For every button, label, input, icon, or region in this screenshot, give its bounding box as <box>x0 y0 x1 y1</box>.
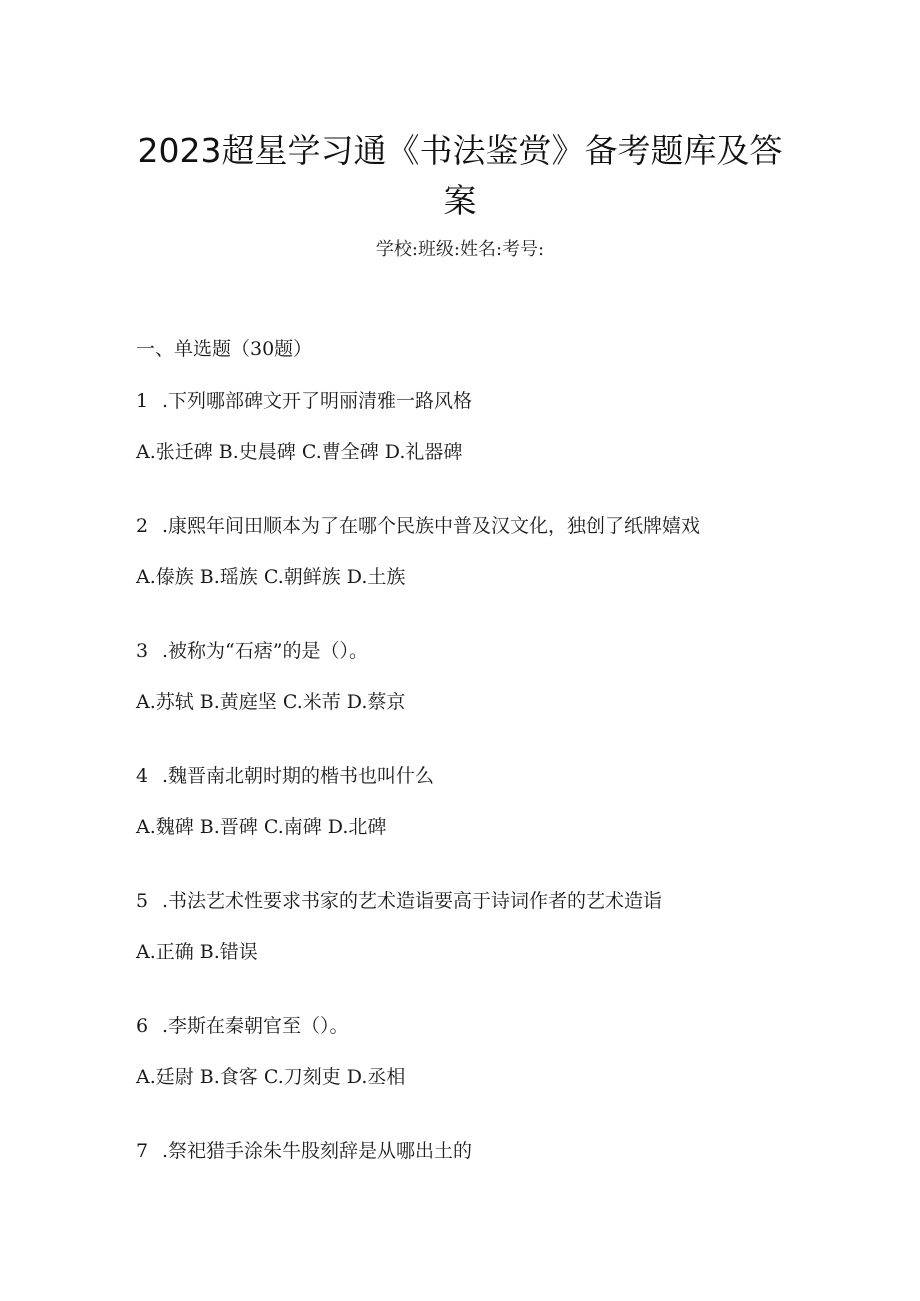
question-number: 2 <box>136 515 149 537</box>
question-4 <box>136 761 434 791</box>
question-text: .下列哪部碑文开了明丽清雅一路风格 <box>162 390 473 412</box>
question-1 <box>136 386 472 416</box>
question-3-options: A.苏轼 B.黄庭坚 C.米芾 D.蔡京 <box>136 691 406 713</box>
section-heading: 一、单选题（30题） <box>136 338 313 360</box>
question-3 <box>136 636 368 666</box>
question-4-options: A.魏碑 B.晋碑 C.南碑 D.北碑 <box>136 816 387 838</box>
question-5 <box>136 886 662 916</box>
question-text: .魏晋南北朝时期的楷书也叫什么 <box>162 765 435 787</box>
title-line-1: 2023超星学习通《书法鉴赏》备考题库及答 <box>137 131 783 170</box>
question-number: 6 <box>136 1015 149 1037</box>
document-title <box>120 126 800 226</box>
question-text: .康熙年间田顺本为了在哪个民族中普及汉文化，独创了纸牌嬉戏 <box>162 515 701 537</box>
question-7 <box>136 1136 472 1166</box>
question-6-options: A.廷尉 B.食客 C.刀刻吏 D.丞相 <box>136 1066 406 1088</box>
question-2-options: A.傣族 B.瑶族 C.朝鲜族 D.土族 <box>136 566 406 588</box>
title-line-2: 案 <box>443 181 477 220</box>
question-number: 3 <box>136 640 149 662</box>
question-text: .书法艺术性要求书家的艺术造诣要高于诗词作者的艺术造诣 <box>162 890 663 912</box>
question-number: 7 <box>136 1140 149 1162</box>
question-number: 4 <box>136 765 149 787</box>
question-text: .李斯在秦朝官至（）。 <box>162 1015 349 1037</box>
question-text: .祭祀猎手涂朱牛股刻辞是从哪出土的 <box>162 1140 473 1162</box>
question-1-options: A.张迁碑 B.史晨碑 C.曹全碑 D.礼器碑 <box>136 441 463 463</box>
question-number: 5 <box>136 890 149 912</box>
question-number: 1 <box>136 390 149 412</box>
question-6 <box>136 1011 349 1041</box>
question-2 <box>136 511 700 541</box>
question-text: .被称为“石痞”的是（）。 <box>162 640 368 662</box>
question-5-options: A.正确 B.错误 <box>136 941 258 963</box>
student-info-line: 学校:班级:姓名:考号: <box>375 239 545 260</box>
